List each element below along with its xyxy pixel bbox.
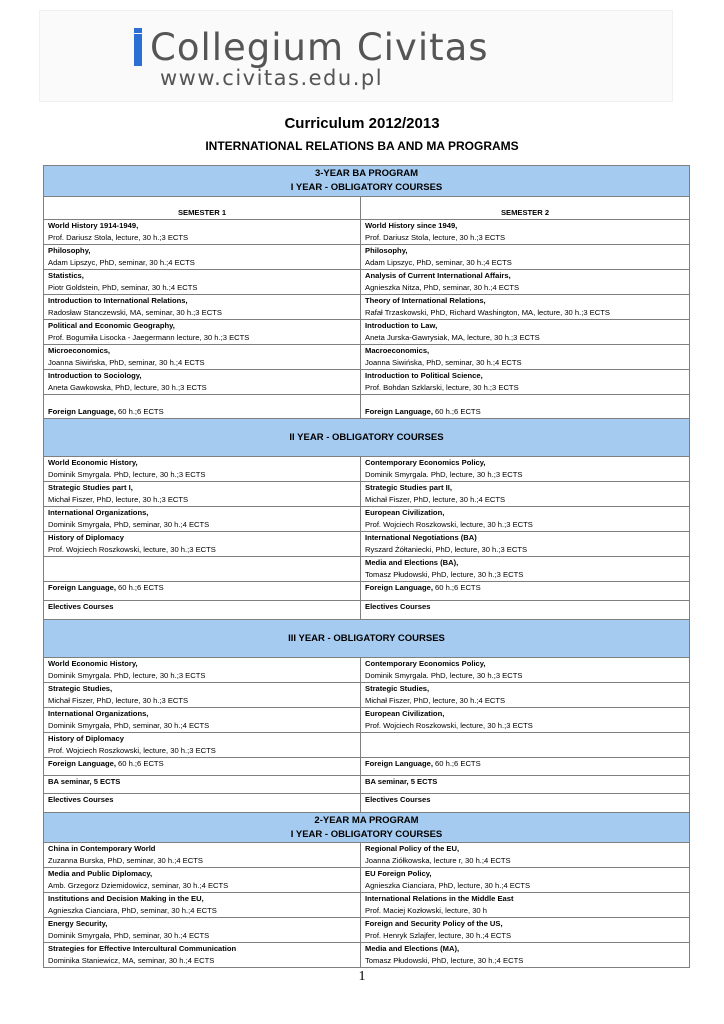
course-detail: Ryszard Żółtaniecki, PhD, lecture, 30 h.;3 ECTS: [365, 545, 528, 554]
course-title: Microeconomics,: [48, 346, 111, 355]
course-detail: Adam Lipszyc, PhD, seminar, 30 h.;4 ECTS: [48, 258, 195, 267]
table-row: [44, 893, 690, 918]
course-cell: [361, 220, 690, 245]
ba-program-header: [44, 166, 690, 197]
course-detail: Dominik Smyrgała, PhD, seminar, 30 h.;4 ECTS: [48, 931, 210, 940]
course-title: Strategic Studies,: [365, 684, 430, 693]
course-detail: Agnieszka Cianciara, PhD, seminar, 30 h.;4 ECTS: [48, 906, 217, 915]
course-cell: [44, 557, 361, 582]
course-cell: [44, 457, 361, 482]
course-title: EU Foreign Policy,: [365, 869, 432, 878]
ba-year2-header: II YEAR - OBLIGATORY COURSES: [44, 419, 690, 457]
ba-year1-title: I YEAR - OBLIGATORY COURSES: [290, 182, 443, 193]
course-detail: Joanna Siwińska, PhD, seminar, 30 h.;4 ECTS: [48, 358, 205, 367]
course-title: China in Contemporary World: [48, 844, 156, 853]
course-cell: [361, 320, 690, 345]
course-cell: [361, 758, 690, 776]
table-row: [44, 794, 690, 813]
course-detail: Adam Lipszyc, PhD, seminar, 30 h.;4 ECTS: [365, 258, 512, 267]
course-title: World History since 1949,: [365, 221, 458, 230]
table-row: [44, 918, 690, 943]
course-cell: [44, 868, 361, 893]
table-row: [44, 370, 690, 395]
course-cell: [361, 507, 690, 532]
course-title: Theory of International Relations,: [365, 296, 486, 305]
course-detail: Prof. Bogumiła Lisocka - Jaegermann lecture, 30 h.;3 ECTS: [48, 333, 250, 342]
course-title: International Organizations,: [48, 508, 149, 517]
course-cell: [44, 270, 361, 295]
course-detail: Zuzanna Burska, PhD, seminar, 30 h.;4 ECTS: [48, 856, 203, 865]
course-detail: Dominik Smyrgała, PhD, seminar, 30 h.;4 ECTS: [48, 520, 210, 529]
course-title: World History 1914-1949,: [48, 221, 139, 230]
table-row: [44, 507, 690, 532]
course-cell: [361, 295, 690, 320]
ba-seminar-cell: BA seminar, 5 ECTS: [361, 776, 690, 794]
course-detail: Michał Fiszer, PhD, lecture, 30 h.;3 ECTS: [48, 696, 189, 705]
course-detail: 60 h.;6 ECTS: [115, 407, 164, 416]
course-detail: Radosław Stanczewski, MA, seminar, 30 h.;3 ECTS: [48, 308, 222, 317]
page-number: 1: [358, 969, 366, 984]
course-cell: [361, 893, 690, 918]
course-title: Philosophy,: [48, 246, 91, 255]
course-cell: [44, 918, 361, 943]
course-detail: Piotr Goldstein, PhD, seminar, 30 h.;4 ECTS: [48, 283, 198, 292]
course-cell: [361, 395, 690, 419]
course-cell: [361, 482, 690, 507]
course-title: Introduction to Political Science,: [365, 371, 483, 380]
course-cell: [44, 733, 361, 758]
course-cell: [361, 943, 690, 968]
course-detail: Agnieszka Nitza, PhD, seminar, 30 h.;4 ECTS: [365, 283, 520, 292]
ma-program-header: [44, 813, 690, 843]
course-title: Energy Security,: [48, 919, 108, 928]
course-title: International Relations in the Middle East: [365, 894, 514, 903]
table-row: [44, 557, 690, 582]
course-cell: [361, 918, 690, 943]
course-title: Foreign and Security Policy of the US,: [365, 919, 503, 928]
course-detail: 60 h.;6 ECTS: [432, 583, 481, 592]
course-detail: Prof. Henryk Szlajfer, lecture, 30 h.;4 ECTS: [365, 931, 512, 940]
course-cell: [361, 345, 690, 370]
course-cell: [361, 733, 690, 758]
course-title: Strategic Studies part I,: [48, 483, 133, 492]
course-cell: [361, 683, 690, 708]
course-cell: [44, 245, 361, 270]
course-title: Statistics,: [48, 271, 84, 280]
course-title: Strategic Studies part II,: [365, 483, 452, 492]
table-row: [44, 733, 690, 758]
course-cell: [44, 482, 361, 507]
logo-mark-dot: [134, 28, 142, 33]
course-detail: Aneta Jurska-Gawrysiak, MA, lecture, 30 h.;3 ECTS: [365, 333, 540, 342]
table-row: [44, 395, 690, 419]
table-row: [44, 843, 690, 868]
course-detail: 60 h.;6 ECTS: [432, 407, 481, 416]
course-detail: Joanna Ziółkowska, lecture r, 30 h.;4 ECTS: [365, 856, 511, 865]
course-detail: Prof. Wojciech Roszkowski, lecture, 30 h.;3 ECTS: [48, 545, 216, 554]
course-detail: Dominik Smyrgala. PhD, lecture, 30 h.;3 ECTS: [365, 671, 523, 680]
course-title: Media and Elections (MA),: [365, 944, 460, 953]
table-row: [44, 601, 690, 620]
electives-cell: Electives Courses: [361, 794, 690, 813]
course-cell: [44, 758, 361, 776]
course-title: Foreign Language,: [365, 407, 433, 416]
course-detail: 60 h.;6 ECTS: [115, 583, 164, 592]
semester-2-header: SEMESTER 2: [361, 197, 690, 220]
course-title: World Economic History,: [48, 458, 138, 467]
ba-program-title: 3-YEAR BA PROGRAM: [314, 168, 419, 179]
course-title: Introduction to Sociology,: [48, 371, 142, 380]
table-row: [44, 943, 690, 968]
course-detail: Dominika Staniewicz, MA, seminar, 30 h.;4 ECTS: [48, 956, 215, 965]
course-detail: Prof. Bohdan Szklarski, lecture, 30 h.;3 ECTS: [365, 383, 519, 392]
course-title: Media and Public Diplomacy,: [48, 869, 153, 878]
table-row: [44, 532, 690, 557]
course-title: Media and Elections (BA),: [365, 558, 459, 567]
course-detail: Amb. Grzegorz Dziemidowicz, seminar, 30 h.;4 ECTS: [48, 881, 229, 890]
table-row: [44, 220, 690, 245]
course-cell: [361, 370, 690, 395]
table-row: [44, 708, 690, 733]
course-detail: 60 h.;6 ECTS: [115, 759, 164, 768]
course-cell: [44, 370, 361, 395]
course-cell: [44, 320, 361, 345]
electives-cell: Electives Courses: [44, 794, 361, 813]
course-detail: Michał Fiszer, PhD, lecture, 30 h.;4 ECTS: [365, 696, 506, 705]
table-row: [44, 457, 690, 482]
table-row: [44, 658, 690, 683]
logo-name: Collegium Civitas: [150, 26, 489, 69]
course-cell: [44, 843, 361, 868]
course-title: Macroeconomics,: [365, 346, 430, 355]
course-detail: Joanna Siwińska, PhD, seminar, 30 h.;4 ECTS: [365, 358, 522, 367]
logo: [39, 10, 673, 102]
course-cell: [44, 708, 361, 733]
course-title: International Negotiations (BA): [365, 533, 477, 542]
course-title: Foreign Language,: [48, 407, 116, 416]
course-cell: [361, 708, 690, 733]
table-row: [44, 758, 690, 776]
table-row: [44, 245, 690, 270]
page-subtitle: INTERNATIONAL RELATIONS BA AND MA PROGRAMS: [205, 139, 519, 153]
course-cell: [361, 843, 690, 868]
course-cell: [361, 457, 690, 482]
course-title: European Civilization,: [365, 508, 445, 517]
ma-program-title: 2-YEAR MA PROGRAM: [314, 814, 419, 826]
course-detail: Dominik Smyrgała, PhD, seminar, 30 h.;4 ECTS: [48, 721, 210, 730]
course-cell: [361, 557, 690, 582]
electives-cell: Electives Courses: [44, 601, 361, 620]
course-title: Strategic Studies,: [48, 684, 113, 693]
course-cell: [361, 868, 690, 893]
ba-seminar-cell: BA seminar, 5 ECTS: [44, 776, 361, 794]
electives-cell: Electives Courses: [361, 601, 690, 620]
course-cell: [361, 532, 690, 557]
course-cell: [361, 270, 690, 295]
course-detail: Prof. Dariusz Stola, lecture, 30 h.;3 ECTS: [365, 233, 506, 242]
course-detail: Prof. Wojciech Roszkowski, lecture, 30 h.;3 ECTS: [365, 520, 533, 529]
course-cell: [44, 582, 361, 601]
course-title: Philosophy,: [365, 246, 408, 255]
course-detail: Tomasz Płudowski, PhD, lecture, 30 h.;3 ECTS: [365, 570, 524, 579]
logo-url: www.civitas.edu.pl: [160, 66, 384, 90]
course-title: European Civilization,: [365, 709, 445, 718]
table-row: [44, 683, 690, 708]
table-row: [44, 270, 690, 295]
course-detail: Prof. Dariusz Stola, lecture, 30 h.;3 ECTS: [48, 233, 189, 242]
course-title: World Economic History,: [48, 659, 138, 668]
course-title: Foreign Language,: [48, 583, 116, 592]
course-title: History of Diplomacy: [48, 533, 124, 542]
course-detail: Dominik Smyrgala. PhD, lecture, 30 h.;3 ECTS: [48, 470, 206, 479]
course-title: Institutions and Decision Making in the EU,: [48, 894, 204, 903]
course-title: Contemporary Economics Policy,: [365, 458, 486, 467]
curriculum-table: [43, 165, 690, 968]
course-cell: [44, 683, 361, 708]
course-detail: 60 h.;6 ECTS: [432, 759, 481, 768]
course-detail: Michał Fiszer, PhD, lecture, 30 h.;4 ECTS: [365, 495, 506, 504]
course-title: History of Diplomacy: [48, 734, 124, 743]
course-title: Political and Economic Geography,: [48, 321, 175, 330]
course-title: Introduction to Law,: [365, 321, 438, 330]
table-row: [44, 868, 690, 893]
course-detail: Agnieszka Cianciara, PhD, lecture, 30 h.;4 ECTS: [365, 881, 531, 890]
course-cell: [361, 658, 690, 683]
course-title: Strategies for Effective Intercultural Communication: [48, 944, 237, 953]
course-cell: [361, 245, 690, 270]
table-row: [44, 295, 690, 320]
ma-year1-title: I YEAR - OBLIGATORY COURSES: [290, 828, 443, 840]
course-detail: Tomasz Płudowski, PhD, lecture, 30 h.;4 ECTS: [365, 956, 524, 965]
course-title: Analysis of Current International Affairs,: [365, 271, 511, 280]
course-cell: [44, 295, 361, 320]
course-title: Introduction to International Relations,: [48, 296, 188, 305]
table-row: [44, 345, 690, 370]
course-title: Regional Policy of the EU,: [365, 844, 460, 853]
course-title: Contemporary Economics Policy,: [365, 659, 486, 668]
course-cell: [44, 943, 361, 968]
course-detail: Dominik Smyrgala. PhD, lecture, 30 h.;3 ECTS: [365, 470, 523, 479]
course-detail: Prof. Wojciech Roszkowski, lecture, 30 h.;3 ECTS: [48, 746, 216, 755]
ba-year3-header: III YEAR - OBLIGATORY COURSES: [44, 620, 690, 658]
table-row: [44, 320, 690, 345]
table-row: [44, 776, 690, 794]
table-row: [44, 582, 690, 601]
page-title: Curriculum 2012/2013: [284, 115, 440, 132]
course-detail: Prof. Maciej Kozłowski, lecture, 30 h: [365, 906, 487, 915]
logo-mark: [134, 34, 142, 66]
course-detail: Rafał Trzaskowski, PhD, Richard Washington, MA, lecture, 30 h.;3 ECTS: [365, 308, 610, 317]
course-cell: [44, 395, 361, 419]
course-cell: [44, 658, 361, 683]
course-cell: [44, 532, 361, 557]
course-cell: [44, 220, 361, 245]
course-title: Foreign Language,: [365, 583, 433, 592]
course-title: Foreign Language,: [48, 759, 116, 768]
course-title: International Organizations,: [48, 709, 149, 718]
course-detail: Prof. Wojciech Roszkowski, lecture, 30 h.;3 ECTS: [365, 721, 533, 730]
course-cell: [361, 582, 690, 601]
table-row: [44, 482, 690, 507]
course-detail: Aneta Gawkowska, PhD, lecture, 30 h.;3 ECTS: [48, 383, 207, 392]
course-detail: Michał Fiszer, PhD, lecture, 30 h.;3 ECTS: [48, 495, 189, 504]
semester-1-header: SEMESTER 1: [44, 197, 361, 220]
course-title: Foreign Language,: [365, 759, 433, 768]
course-cell: [44, 345, 361, 370]
course-cell: [44, 893, 361, 918]
course-cell: [44, 507, 361, 532]
course-detail: Dominik Smyrgala. PhD, lecture, 30 h.;3 ECTS: [48, 671, 206, 680]
